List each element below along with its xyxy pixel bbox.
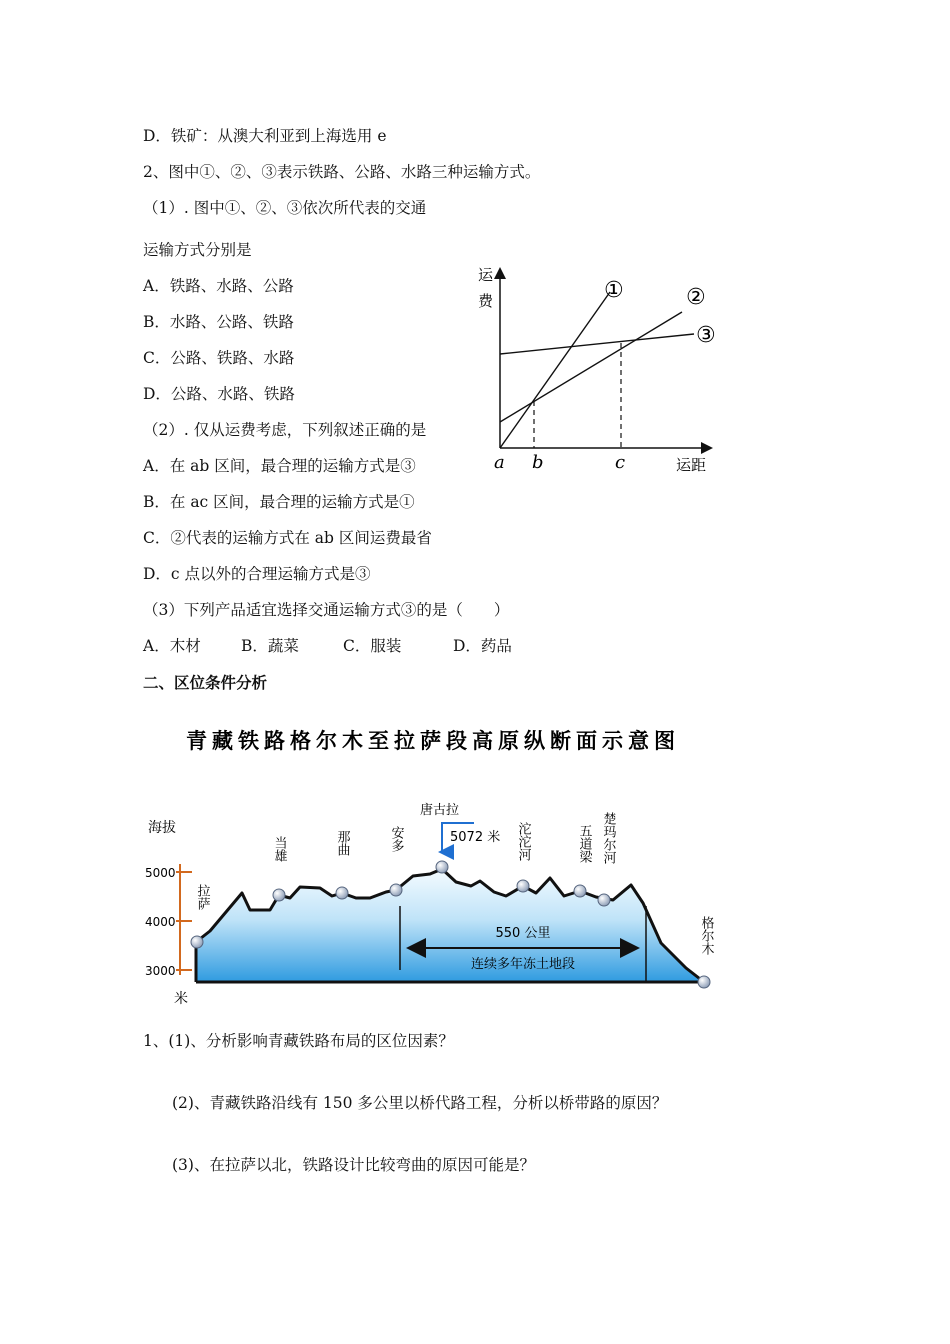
place-lhasa: 拉萨 — [194, 884, 210, 910]
q2-sub3-option-c: C．服装 — [343, 637, 402, 655]
station-anduo — [390, 884, 402, 896]
span-description: 连续多年冻土地段 — [470, 957, 576, 972]
station-lhasa — [191, 936, 203, 948]
line-1 — [500, 292, 610, 448]
profile-y-label: 海拔 — [148, 820, 176, 836]
profile-y-unit: 米 — [174, 991, 188, 1007]
place-geermu: 格尔木 — [698, 916, 714, 955]
q2-sub2-stem: （2）. 仅从运费考虑，下列叙述正确的是 — [143, 421, 427, 439]
station-tanggula — [436, 861, 448, 873]
q2-sub1-option-d: D．公路、水路、铁路 — [143, 385, 295, 403]
place-tanggula: 唐古拉 — [420, 803, 460, 818]
tick-label-3000: 3000 — [145, 964, 176, 978]
line-3-label: ③ — [696, 323, 716, 348]
station-chumaerhe — [598, 894, 610, 906]
tick-label-5000: 5000 — [145, 866, 176, 880]
question-1-2: (2)、青藏铁路沿线有 150 多公里以桥代路工程，分析以桥带路的原因？ — [172, 1094, 668, 1112]
station-wudaoliang — [574, 885, 586, 897]
point-b-label: b — [532, 452, 544, 473]
station-naqu — [336, 887, 348, 899]
q2-sub1-option-a: A．铁路、水路、公路 — [143, 277, 294, 295]
y-label-2: 费 — [478, 292, 494, 310]
station-tuotuohe — [517, 880, 529, 892]
q2-sub1-line2: 运输方式分别是 — [143, 241, 252, 259]
question-1-1: 1、(1)、分析影响青藏铁路布局的区位因素？ — [143, 1032, 454, 1050]
q2-sub3-stem: （3）下列产品适宜选择交通运输方式③的是（ ） — [143, 601, 510, 619]
q1-option-d: D．铁矿：从澳大利亚到上海选用 e — [143, 127, 387, 145]
profile-title: 青藏铁路格尔木至拉萨段高原纵断面示意图 — [186, 729, 680, 753]
place-tuotuohe: 沱沱河 — [515, 822, 531, 861]
tanggula-elevation: 5072 米 — [450, 830, 501, 845]
line-2 — [500, 312, 682, 422]
tick-label-4000: 4000 — [145, 915, 176, 929]
x-label: 运距 — [676, 456, 707, 474]
transport-cost-chart — [470, 262, 730, 482]
y-label-1: 运 — [478, 266, 494, 284]
q2-sub3-option-d: D．药品 — [453, 637, 512, 655]
q2-sub1-line1: （1）. 图中①、②、③依次所代表的交通 — [143, 199, 427, 217]
question-1-3: (3)、在拉萨以北，铁路设计比较弯曲的原因可能是？ — [172, 1156, 535, 1174]
line-2-label: ② — [686, 285, 706, 310]
q2-stem: 2、图中①、②、③表示铁路、公路、水路三种运输方式。 — [143, 163, 541, 181]
span-label: 550 公里 — [495, 926, 551, 941]
line-3 — [500, 334, 694, 354]
q2-sub2-option-b: B．在 ac 区间，最合理的运输方式是① — [143, 493, 415, 511]
section2-heading: 二、区位条件分析 — [143, 674, 268, 692]
q2-sub3-option-a: A．木材 — [143, 637, 201, 655]
station-dangxiong — [273, 889, 285, 901]
place-anduo: 安多 — [388, 826, 404, 852]
q2-sub1-option-c: C．公路、铁路、水路 — [143, 349, 295, 367]
q2-sub2-option-c: C．②代表的运输方式在 ab 区间运费最省 — [143, 529, 432, 547]
railway-profile-diagram — [138, 720, 728, 1010]
place-naqu: 那曲 — [334, 830, 350, 856]
q2-sub3-options — [143, 636, 512, 656]
q2-sub1-option-b: B．水路、公路、铁路 — [143, 313, 294, 331]
place-wudaoliang: 五道梁 — [576, 824, 592, 863]
q2-sub3-option-b: B．蔬菜 — [241, 637, 299, 655]
q2-sub2-option-a: A．在 ab 区间，最合理的运输方式是③ — [143, 457, 416, 475]
point-c-label: c — [615, 452, 626, 473]
point-a-label: a — [494, 452, 505, 473]
place-chumaerhe: 楚玛尔河 — [600, 812, 616, 864]
place-dangxiong: 当雄 — [271, 836, 287, 862]
station-geermu — [698, 976, 710, 988]
line-1-label: ① — [604, 278, 624, 303]
q2-sub2-option-d: D．c 点以外的合理运输方式是③ — [143, 565, 371, 583]
